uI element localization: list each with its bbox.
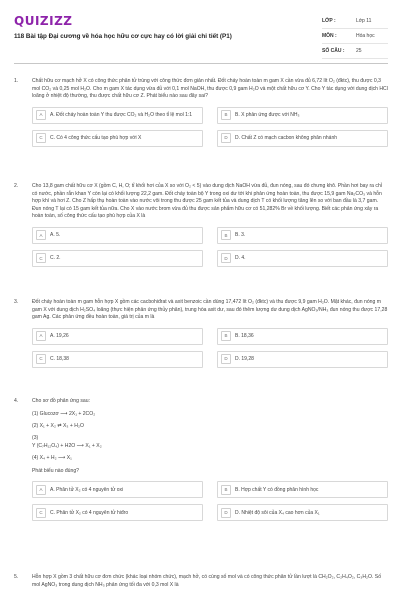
question-text: Đốt cháy hoàn toàn m gam hỗn hợp X gồm các cacbohiđrat và axit benzoic cần dùng 17,472 lít O₂ (đktc) và thu được 9,9 gam H₂O. Mặt khác, đun nóng m gam X với dung dịch H₂SO₄ loãng (thực hiện phản ứng thủy phân), trung hòa axit dư, sau đó thêm lượng dư dung dịch AgNO₃/NH₃ đun nóng thu được 17,28 gam Ag. Các phản ứng đều hoàn toàn, giá trị của m là bbox=[32, 299, 388, 321]
option-letter: D bbox=[221, 133, 231, 143]
option-d[interactable] bbox=[217, 504, 388, 521]
option-b[interactable] bbox=[217, 328, 388, 345]
worksheet-meta bbox=[322, 14, 388, 59]
meta-label: LỚP : bbox=[322, 18, 336, 24]
option-letter: A bbox=[36, 110, 46, 120]
option-a[interactable] bbox=[32, 328, 203, 345]
option-c[interactable] bbox=[32, 504, 203, 521]
option-c[interactable] bbox=[32, 351, 203, 368]
option-text: D. Nhiệt độ sôi của X₄ cao hơn của X₁ bbox=[235, 509, 320, 516]
option-text: A. 19,26 bbox=[50, 333, 69, 340]
question-text: Chất hữu cơ mạch hở X có công thức phân tử trùng với công thức đơn giản nhất. Đốt cháy hoàn toàn m gam X cần vừa đủ 6,72 lít O₂ (đktc), thu được 0,3 mol CO₂ và 0,25 mol H₂O. Cho m gam X tác dụng vừa đủ với 0,1 mol NaOH, thu được 0,9 gam H₂O và một chất hữu cơ Y. Cho Y tác dụng với dung dịch HCl loãng ở nhiệt độ thường, thu được chất hữu cơ Z. Phát biểu nào sau đây sai? bbox=[32, 78, 388, 100]
option-letter: A bbox=[36, 331, 46, 341]
question-prompt: Phát biểu nào đúng? bbox=[32, 467, 80, 474]
page-title: 118 Bài tập Đại cương về hóa học hữu cơ cực hay có lời giải chi tiết (P1) bbox=[14, 33, 232, 40]
option-b[interactable] bbox=[217, 227, 388, 244]
option-a[interactable] bbox=[32, 227, 203, 244]
option-b[interactable] bbox=[217, 481, 388, 498]
question-1 bbox=[14, 78, 388, 147]
option-text: C. Có 4 công thức cấu tạo phù hợp với X bbox=[50, 135, 142, 142]
question-text: Cho sơ đồ phản ứng sau: bbox=[32, 398, 91, 404]
option-letter: C bbox=[36, 253, 46, 263]
option-letter: B bbox=[221, 485, 231, 495]
option-letter: C bbox=[36, 354, 46, 364]
question-number: 5. bbox=[14, 574, 19, 580]
meta-value: Hóa học bbox=[356, 33, 375, 39]
quizizz-logo: QUIZIZZ bbox=[14, 14, 73, 28]
question-text: Hỗn hợp X gồm 3 chất hữu cơ đơn chức (khác loại nhóm chức), mạch hở, có cùng số mol và có công thức phân tử lần lượt là CH₂O₂, C₂H₄O₂, C₃H₂O. Số mol AgNO₃ trong dung dịch NH₃ phản ứng tối đa với 0,3 mol X là bbox=[32, 574, 382, 588]
option-letter: D bbox=[221, 253, 231, 263]
option-text: A. Phân tử X₂ có 4 nguyên tử oxi bbox=[50, 486, 124, 493]
option-text: B. Hợp chất Y có đồng phân hình học bbox=[235, 486, 319, 493]
option-a[interactable] bbox=[32, 107, 203, 124]
option-letter: C bbox=[36, 508, 46, 518]
meta-label: SỐ CÂU : bbox=[322, 48, 345, 54]
option-text: A. 5. bbox=[50, 232, 61, 239]
header-divider bbox=[14, 63, 388, 64]
option-letter: D bbox=[221, 508, 231, 518]
option-text: D. 19,28 bbox=[235, 356, 254, 363]
question-number: 4. bbox=[14, 398, 19, 404]
option-letter: B bbox=[221, 230, 231, 240]
reaction-equation: (1) Glucozơ ⟶ 2X₁ + 2CO₂ bbox=[32, 410, 96, 417]
question-3 bbox=[14, 299, 388, 368]
option-text: B. 18,36 bbox=[235, 333, 254, 340]
option-text: B. 3. bbox=[235, 232, 246, 239]
option-text: D. Chất Z có mạch cacbon không phân nhánh bbox=[235, 135, 338, 142]
meta-label: MÔN : bbox=[322, 33, 337, 39]
option-letter: C bbox=[36, 133, 46, 143]
reaction-equation: (3) bbox=[32, 434, 39, 441]
question-5 bbox=[14, 574, 388, 589]
option-d[interactable] bbox=[217, 351, 388, 368]
answer-options bbox=[32, 227, 388, 267]
meta-value: 25 bbox=[356, 48, 362, 54]
question-number: 1. bbox=[14, 78, 19, 84]
meta-row-grade bbox=[322, 14, 388, 29]
option-text: D. 4. bbox=[235, 255, 246, 262]
question-number: 3. bbox=[14, 299, 19, 305]
option-d[interactable] bbox=[217, 250, 388, 267]
reaction-equation: (2) X₁ + X₂ ⇄ X₃ + H₂O bbox=[32, 422, 84, 429]
option-b[interactable] bbox=[217, 107, 388, 124]
question-number: 2. bbox=[14, 183, 19, 189]
option-text: C. 2. bbox=[50, 255, 61, 262]
option-c[interactable] bbox=[32, 250, 203, 267]
option-text: A. Đốt cháy hoàn toàn Y thu được CO₂ và H₂O theo tỉ lệ mol 1:1 bbox=[50, 112, 193, 119]
answer-options bbox=[32, 328, 388, 368]
reaction-equation: Y (C₇H₁₂O₄) + H2O ⟶ X₁ + X₂ bbox=[32, 442, 102, 449]
option-text: B. X phản ứng được với NH₃ bbox=[235, 112, 300, 119]
question-2 bbox=[14, 183, 388, 267]
question-4 bbox=[14, 398, 388, 521]
question-text: Cho 13,8 gam chất hữu cơ X (gồm C, H, O; tỉ khối hơi của X so với O₂ < 5) vào dung dịch NaOH vừa đủ, đun nóng, sau đó chưng khô. Phần hơi bay ra chỉ có nước, phần rắn khan Y còn lại có khối lượng 22,2 gam. Đốt cháy toàn bộ Y trong oxi dư tới khi phản ứng hoàn toàn, thu được 15,9 gam Na₂CO₃ và hỗn hợp khí và hơi Z. Cho Z hấp thụ hoàn toàn vào nước vôi trong thu được 25 gam kết tủa và dung dịch T có khối lượng tăng lên so với ban đầu là 3,7 gam. Đun nóng T lại có 15 gam kết tủa nữa. Cho X vào nước brom vừa đủ thu được sản phẩm hữu cơ có 51,282% Br về khối lượng. Biết các phản ứng xảy ra hoàn toàn, số công thức cấu tạo phù hợp của X là bbox=[32, 183, 382, 220]
option-d[interactable] bbox=[217, 130, 388, 147]
option-c[interactable] bbox=[32, 130, 203, 147]
option-letter: D bbox=[221, 354, 231, 364]
meta-value: Lớp 11 bbox=[356, 18, 372, 24]
answer-options bbox=[32, 481, 388, 521]
option-letter: A bbox=[36, 230, 46, 240]
option-letter: B bbox=[221, 331, 231, 341]
meta-row-count bbox=[322, 44, 388, 59]
option-text: C. Phân tử X₂ có 4 nguyên tử hiđro bbox=[50, 509, 129, 516]
option-text: C. 18,38 bbox=[50, 356, 69, 363]
option-letter: A bbox=[36, 485, 46, 495]
answer-options bbox=[32, 107, 388, 147]
meta-row-subject bbox=[322, 29, 388, 44]
option-letter: B bbox=[221, 110, 231, 120]
reaction-equation: (4) X₄ + H₂ ⟶ X₁ bbox=[32, 454, 72, 461]
option-a[interactable] bbox=[32, 481, 203, 498]
